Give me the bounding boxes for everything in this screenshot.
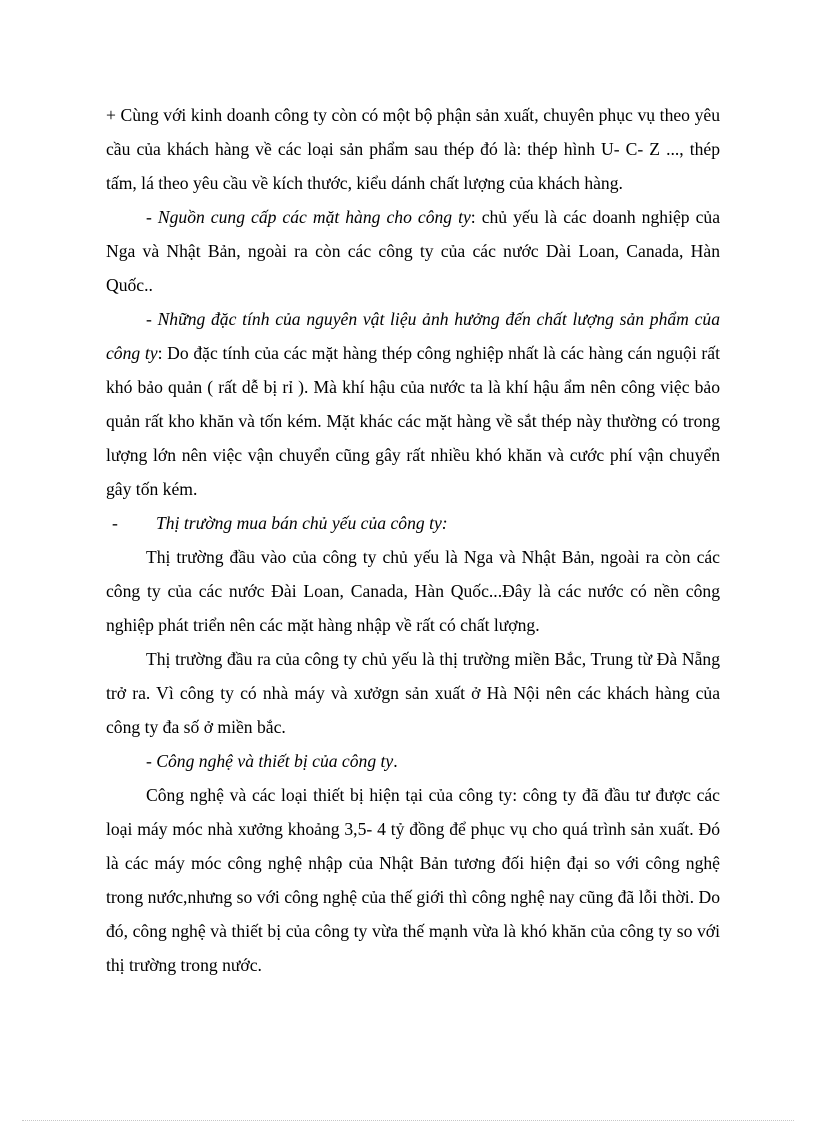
technology-heading: - Công nghệ và thiết bị của công ty [146,751,394,771]
page-bottom-rule [22,1120,794,1121]
paragraph-material-properties [106,302,720,506]
paragraph-production: + Cùng với kinh doanh công ty còn có một bộ phận sản xuất, chuyên phục vụ theo yêu cầu của khách hàng về các loại sản phẩm sau thép đó là: thép hình U- C- Z ..., thép tấm, lá theo yêu cầu về kích thước, kiểu dánh chất lượng của khách hàng. [106,105,720,193]
document-body [106,98,720,982]
supply-sources-heading: - Nguồn cung cấp các mặt hàng cho công ty [146,207,471,227]
market-heading: Thị trường mua bán chủ yếu của công ty: [156,513,448,533]
technology-heading-period: . [393,751,398,771]
paragraph-input-market: Thị trường đầu vào của công ty chủ yếu là Nga và Nhật Bản, ngoài ra còn các công ty của các nước Đài Loan, Canada, Hàn Quốc...Đây là các nước có nền công nghiệp phát triển nên các mặt hàng nhập về rất có chất lượng. [106,547,720,635]
paragraph-technology: Công nghệ và các loại thiết bị hiện tại của công ty: công ty đã đầu tư được các loại máy móc nhà xưởng khoảng 3,5- 4 tỷ đồng để phục vụ cho quá trình sản xuất. Đó là các máy móc công nghệ nhập của Nhật Bản tương đối hiện đại so với công nghệ trong nước,nhưng so với công nghệ của thế giới thì công nghệ nay cũng đã lỗi thời. Do đó, công nghệ và thiết bị của công ty vừa thế mạnh vừa là khó khăn của công ty so với thị trường trong nước. [106,785,720,975]
supply-sources-text: : chủ yếu là các doanh nghiệp của Nga và Nhật Bản, ngoài ra còn các công ty của các nước Dài Loan, Canada, Hàn Quốc.. [106,207,720,295]
paragraph-market-heading [106,506,720,540]
paragraph-output-market: Thị trường đầu ra của công ty chủ yếu là thị trường miền Bắc, Trung từ Đà Nẵng trở ra. Vì công ty có nhà máy và xưởgn sản xuất ở Hà Nội nên các khách hàng của công ty đa số ở miền bắc. [106,649,720,737]
material-properties-heading: - Những đặc tính của nguyên vật liệu ảnh hưởng đến chất lượng sản phẩm của công ty [106,309,720,363]
paragraph-supply-sources [106,200,720,302]
material-properties-text: : Do đặc tính của các mặt hàng thép công nghiệp nhất là các hàng cán nguội rất khó bảo quản ( rất dễ bị rỉ ). Mà khí hậu của nước ta là khí hậu ẩm nên công việc bảo quản rất kho khăn và tốn kém. Mặt khác các mặt hàng về sắt thép này thường có trong lượng lớn nên việc vận chuyển cũng gây rất nhiều khó khăn và cước phí vận chuyển gây tốn kém. [106,343,720,499]
market-heading-dash: - [112,513,118,533]
paragraph-technology-heading [106,744,720,778]
